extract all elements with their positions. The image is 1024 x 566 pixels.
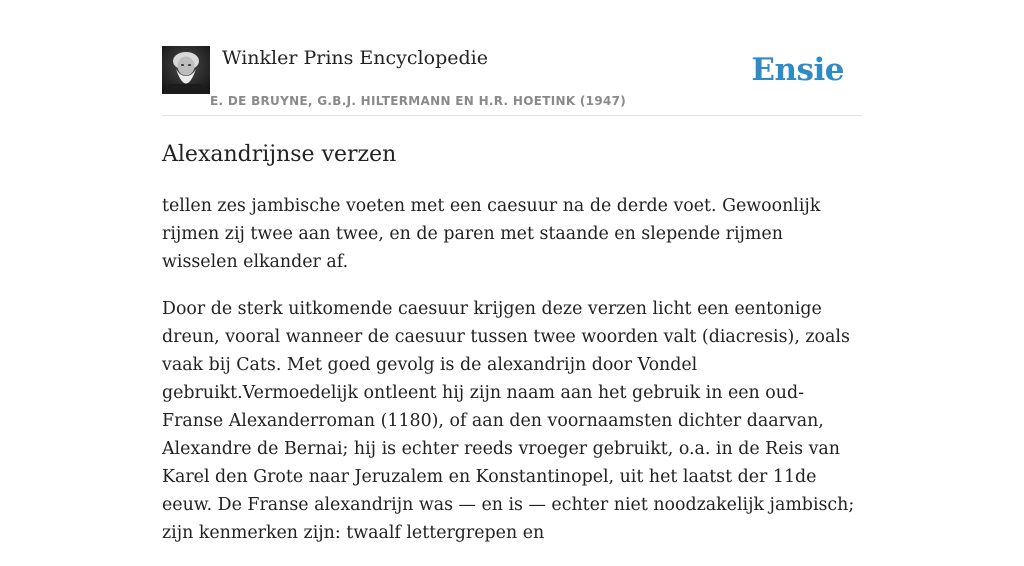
article-body: [162, 192, 862, 566]
author-avatar[interactable]: [162, 46, 210, 94]
source-authors: E. DE BRUYNE, G.B.J. HILTERMANN EN H.R. HOETINK (1947): [210, 94, 627, 108]
portrait-avatar-icon: [162, 46, 210, 94]
article-title: Alexandrijnse verzen: [162, 142, 397, 167]
article-paragraph: tellen zes jambische voeten met een caesuur na de derde voet. Gewoonlijk rijmen zij twee aan twee, en de paren met staande en slepende rijmen wisselen elkander af.: [162, 196, 821, 272]
source-title[interactable]: Winkler Prins Encyclopedie: [222, 47, 488, 69]
source-header: [162, 46, 862, 116]
ensie-logo-link[interactable]: Ensie: [751, 52, 844, 88]
article-paragraph: Door de sterk uitkomende caesuur krijgen deze verzen licht een eentonige dreun, vooral wanneer de caesuur tussen twee woorden valt (diacresis), zoals vaak bij Cats. Met goed gevolg is de alexandrijn door Vondel gebruikt.Vermoedelijk ontleent hij zijn naam aan het gebruik in een oud-Franse Alexanderroman (1180), of aan den voornaamsten dichter daarvan, Alexandre de Bernai; hij is echter reeds vroeger gebruikt, o.a. in de Reis van Karel den Grote naar Jeruzalem en Konstantinopel, uit het laatst der 11de eeuw. De Franse alexandrijn was — en is — echter niet noodzakelijk jambisch; zijn kenmerken zijn: twaalf lettergrepen en: [162, 299, 855, 543]
